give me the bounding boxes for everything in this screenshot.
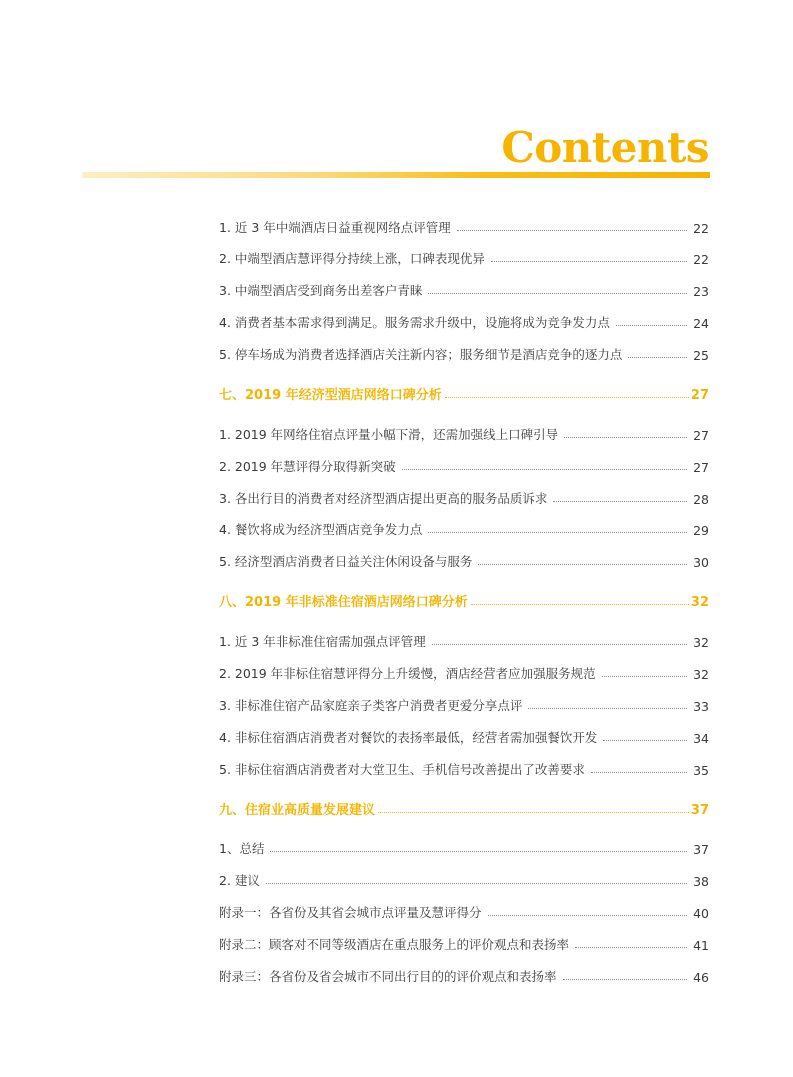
toc-page-number: 35 bbox=[693, 763, 709, 778]
toc-entry[interactable] bbox=[219, 901, 709, 921]
toc-entry-title: 1. 近 3 年中端酒店日益重视网络点评管理 bbox=[219, 220, 451, 235]
toc-entry[interactable] bbox=[219, 630, 709, 650]
dot-leader bbox=[270, 851, 687, 852]
toc-entry-title: 4. 非标住宿酒店消费者对餐饮的表扬率最低，经营者需加强餐饮开发 bbox=[219, 730, 598, 745]
toc-page-number: 25 bbox=[693, 348, 709, 363]
toc-page-number: 29 bbox=[693, 523, 709, 538]
dot-leader bbox=[591, 772, 687, 773]
dot-leader bbox=[628, 357, 687, 358]
toc-section-entry[interactable] bbox=[219, 798, 709, 818]
toc-entry-title: 附录三：各省份及省会城市不同出行目的的评价观点和表扬率 bbox=[219, 969, 557, 984]
toc-entry[interactable] bbox=[219, 487, 709, 507]
contents-title: Contents bbox=[501, 123, 709, 172]
toc-entry-title: 3. 非标准住宿产品家庭亲子类客户消费者更爱分享点评 bbox=[219, 698, 523, 713]
toc-page-number: 27 bbox=[693, 460, 709, 475]
toc-page-number: 46 bbox=[693, 970, 709, 985]
toc-entry-title: 1、总结 bbox=[219, 841, 265, 856]
dot-leader bbox=[402, 469, 687, 470]
toc-page-number: 38 bbox=[693, 874, 709, 889]
toc-entry[interactable] bbox=[219, 247, 709, 267]
dot-leader bbox=[491, 261, 687, 262]
dot-leader bbox=[428, 532, 687, 533]
toc-entry[interactable] bbox=[219, 311, 709, 331]
dot-leader bbox=[553, 501, 687, 502]
title-underline bbox=[82, 172, 710, 178]
toc-entry-title: 1. 2019 年网络住宿点评量小幅下滑，还需加强线上口碑引导 bbox=[219, 427, 559, 442]
toc-entry-title: 3. 各出行目的消费者对经济型酒店提出更高的服务品质诉求 bbox=[219, 491, 548, 506]
toc-entry[interactable] bbox=[219, 933, 709, 953]
toc-page-number: 24 bbox=[693, 316, 709, 331]
toc-page-number: 40 bbox=[693, 906, 709, 921]
dot-leader bbox=[445, 397, 689, 398]
toc-entry-title: 2. 建议 bbox=[219, 873, 260, 888]
toc-entry-title: 2. 2019 年非标住宿慧评得分上升缓慢，酒店经营者应加强服务规范 bbox=[219, 666, 596, 681]
toc-entry-title: 1. 近 3 年非标准住宿需加强点评管理 bbox=[219, 634, 426, 649]
dot-leader bbox=[603, 740, 687, 741]
dot-leader bbox=[616, 325, 687, 326]
dot-leader bbox=[488, 915, 688, 916]
toc-page-number: 27 bbox=[690, 388, 709, 403]
toc-entry[interactable] bbox=[219, 518, 709, 538]
toc-entry-title: 4. 消费者基本需求得到满足。服务需求升级中，设施将成为竞争发力点 bbox=[219, 315, 610, 330]
toc-page-number: 32 bbox=[693, 635, 709, 650]
toc-page-number: 23 bbox=[693, 284, 709, 299]
toc-entry[interactable] bbox=[219, 869, 709, 889]
toc-page-number: 30 bbox=[693, 555, 709, 570]
toc-entry[interactable] bbox=[219, 965, 709, 985]
toc-page-number: 22 bbox=[693, 252, 709, 267]
toc-entry[interactable] bbox=[219, 343, 709, 363]
dot-leader bbox=[575, 947, 687, 948]
toc-entry-title: 5. 非标住宿酒店消费者对大堂卫生、手机信号改善提出了改善要求 bbox=[219, 762, 585, 777]
toc-entry[interactable] bbox=[219, 550, 709, 570]
toc-section-entry[interactable] bbox=[219, 383, 709, 403]
toc-entry-title: 七、2019 年经济型酒店网络口碑分析 bbox=[219, 388, 442, 403]
dot-leader bbox=[478, 564, 687, 565]
dot-leader bbox=[432, 644, 687, 645]
dot-leader bbox=[602, 676, 687, 677]
toc-entry-title: 5. 经济型酒店消费者日益关注休闲设备与服务 bbox=[219, 554, 473, 569]
toc-entry[interactable] bbox=[219, 279, 709, 299]
dot-leader bbox=[471, 604, 689, 605]
dot-leader bbox=[457, 230, 687, 231]
toc-entry-title: 3. 中端型酒店受到商务出差客户青睐 bbox=[219, 283, 423, 298]
toc-page-number: 27 bbox=[693, 428, 709, 443]
toc-entry-title: 八、2019 年非标准住宿酒店网络口碑分析 bbox=[219, 595, 468, 610]
toc-page-number: 34 bbox=[693, 731, 709, 746]
toc-entry-title: 2. 中端型酒店慧评得分持续上涨，口碑表现优异 bbox=[219, 251, 485, 266]
toc-entry-title: 5. 停车场成为消费者选择酒店关注新内容；服务细节是酒店竞争的逐力点 bbox=[219, 347, 623, 362]
toc-page-number: 32 bbox=[693, 667, 709, 682]
toc-entry[interactable] bbox=[219, 694, 709, 714]
toc-entry[interactable] bbox=[219, 726, 709, 746]
toc-page-number: 33 bbox=[693, 699, 709, 714]
toc-page-number: 32 bbox=[690, 595, 709, 610]
toc-section-entry[interactable] bbox=[219, 590, 709, 610]
dot-leader bbox=[563, 979, 688, 980]
toc-entry-title: 4. 餐饮将成为经济型酒店竞争发力点 bbox=[219, 522, 423, 537]
toc-page-number: 37 bbox=[690, 803, 709, 818]
toc-entry[interactable] bbox=[219, 837, 709, 857]
toc-page-number: 28 bbox=[693, 492, 709, 507]
toc-entry[interactable] bbox=[219, 216, 709, 236]
toc-entry[interactable] bbox=[219, 758, 709, 778]
toc-page-number: 37 bbox=[693, 842, 709, 857]
toc-page-number: 41 bbox=[693, 938, 709, 953]
toc-entry-title: 2. 2019 年慧评得分取得新突破 bbox=[219, 459, 396, 474]
toc-entry-title: 附录一：各省份及其省会城市点评量及慧评得分 bbox=[219, 905, 482, 920]
dot-leader bbox=[266, 883, 687, 884]
toc-entry[interactable] bbox=[219, 662, 709, 682]
toc-entry-title: 附录二：顾客对不同等级酒店在重点服务上的评价观点和表扬率 bbox=[219, 937, 570, 952]
toc-entry-title: 九、住宿业高质量发展建议 bbox=[219, 803, 376, 818]
dot-leader bbox=[378, 812, 689, 813]
toc-entry[interactable] bbox=[219, 423, 709, 443]
dot-leader bbox=[528, 708, 687, 709]
dot-leader bbox=[564, 437, 687, 438]
dot-leader bbox=[428, 293, 687, 294]
toc-page-number: 22 bbox=[693, 221, 709, 236]
toc-entry[interactable] bbox=[219, 455, 709, 475]
